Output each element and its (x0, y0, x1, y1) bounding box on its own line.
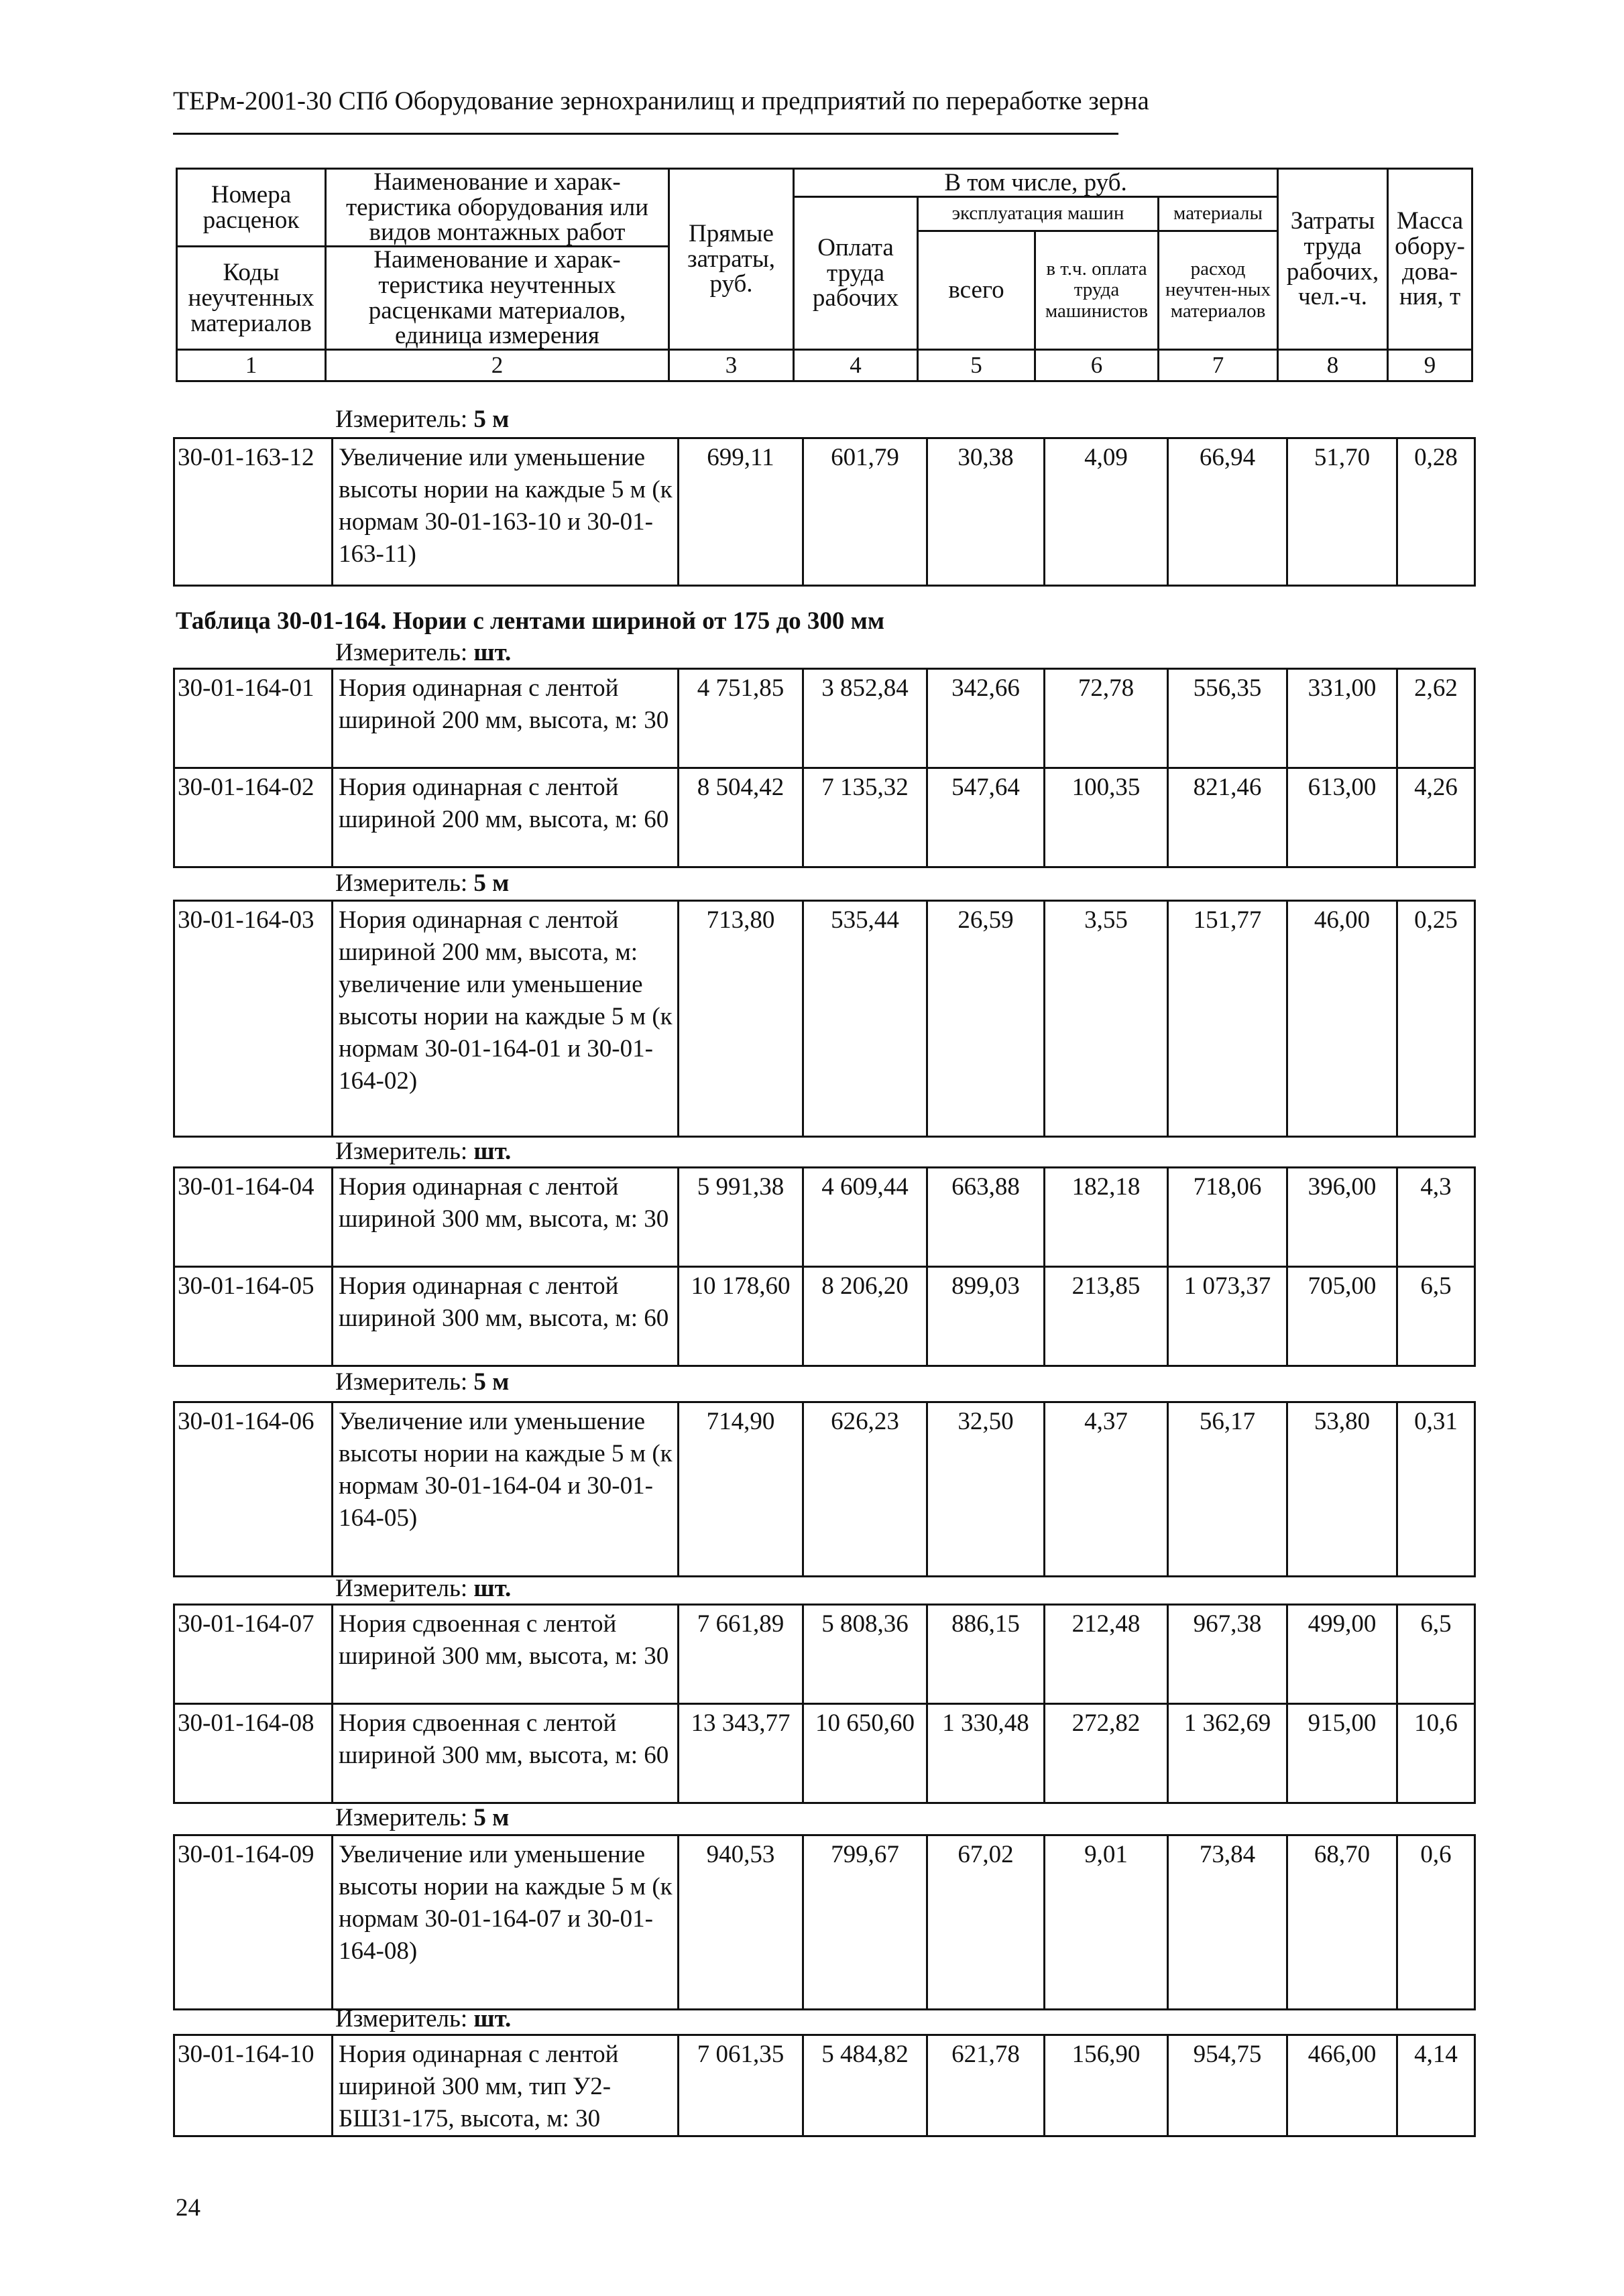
labor-value: 705,00 (1287, 1267, 1397, 1366)
materials-value: 73,84 (1168, 1835, 1287, 2010)
mass-value: 0,28 (1397, 438, 1475, 586)
labor-value: 53,80 (1287, 1402, 1397, 1577)
labor-value: 68,70 (1287, 1835, 1397, 2010)
table-row (174, 1168, 1475, 1267)
labor-value: 46,00 (1287, 901, 1397, 1137)
machinist-wages-value: 156,90 (1045, 2035, 1168, 2136)
column-number: 7 (1159, 350, 1278, 381)
machines-total-value: 26,59 (927, 901, 1045, 1137)
rate-code: 30-01-164-06 (174, 1402, 333, 1577)
machines-total-value: 621,78 (927, 2035, 1045, 2136)
table-row (174, 438, 1475, 586)
column-number: 5 (918, 350, 1035, 381)
direct-costs-value: 13 343,77 (679, 1704, 803, 1803)
rate-code: 30-01-164-08 (174, 1704, 333, 1803)
machines-total-value: 547,64 (927, 768, 1045, 867)
labor-value: 613,00 (1287, 768, 1397, 867)
machines-total-value: 899,03 (927, 1267, 1045, 1366)
machines-total-value: 32,50 (927, 1402, 1045, 1577)
table-row (174, 1402, 1475, 1577)
materials-value: 56,17 (1168, 1402, 1287, 1577)
page-number: 24 (176, 2194, 200, 2222)
header-cell-material-codes: Коды неучтенных материалов (177, 247, 326, 350)
labor-value: 499,00 (1287, 1605, 1397, 1704)
mass-value: 4,3 (1397, 1168, 1475, 1267)
column-number: 6 (1035, 350, 1159, 381)
rate-table-section (173, 668, 1476, 868)
machinist-wages-value: 3,55 (1045, 901, 1168, 1137)
table-row (174, 1267, 1475, 1366)
wages-value: 601,79 (803, 438, 927, 586)
wages-value: 5 808,36 (803, 1605, 927, 1704)
direct-costs-value: 713,80 (679, 901, 803, 1137)
header-cell-wages: Оплата труда рабочих (794, 197, 918, 350)
measure-label: Измеритель: шт. (335, 2005, 512, 2033)
table-row (174, 669, 1475, 768)
rate-table-section (173, 1401, 1476, 1577)
machinist-wages-value: 272,82 (1045, 1704, 1168, 1803)
mass-value: 2,62 (1397, 669, 1475, 768)
wages-value: 3 852,84 (803, 669, 927, 768)
rate-code: 30-01-163-12 (174, 438, 333, 586)
machinist-wages-value: 100,35 (1045, 768, 1168, 867)
machinist-wages-value: 4,09 (1045, 438, 1168, 586)
header-rule (173, 133, 1118, 135)
table-row (174, 1835, 1475, 2010)
direct-costs-value: 10 178,60 (679, 1267, 803, 1366)
rate-table-section (173, 1604, 1476, 1804)
materials-value: 967,38 (1168, 1605, 1287, 1704)
materials-value: 1 073,37 (1168, 1267, 1287, 1366)
mass-value: 6,5 (1397, 1267, 1475, 1366)
wages-value: 535,44 (803, 901, 927, 1137)
column-number: 8 (1278, 350, 1388, 381)
mass-value: 4,26 (1397, 768, 1475, 867)
materials-value: 718,06 (1168, 1168, 1287, 1267)
header-cell-total: всего (918, 231, 1035, 350)
rate-table-section (173, 1166, 1476, 1367)
direct-costs-value: 5 991,38 (679, 1168, 803, 1267)
rate-code: 30-01-164-07 (174, 1605, 333, 1704)
measure-label: Измеритель: 5 м (335, 1804, 510, 1831)
labor-value: 396,00 (1287, 1168, 1397, 1267)
measure-label: Измеритель: 5 м (335, 869, 510, 897)
labor-value: 466,00 (1287, 2035, 1397, 2136)
machinist-wages-value: 9,01 (1045, 1835, 1168, 2010)
header-cell-including: В том числе, руб. (794, 169, 1278, 197)
materials-value: 556,35 (1168, 669, 1287, 768)
measure-label: Измеритель: 5 м (335, 1368, 510, 1396)
table-row (174, 1704, 1475, 1803)
rate-code: 30-01-164-05 (174, 1267, 333, 1366)
header-cell-mass: Масса обору-дова-ния, т (1388, 169, 1472, 350)
header-cell-machinist-wages: в т.ч. оплата труда машинистов (1035, 231, 1159, 350)
measure-label: Измеритель: шт. (335, 1575, 512, 1602)
machines-total-value: 663,88 (927, 1168, 1045, 1267)
wages-value: 4 609,44 (803, 1168, 927, 1267)
header-cell-codes: Номера расценок (177, 169, 326, 247)
materials-value: 954,75 (1168, 2035, 1287, 2136)
machinist-wages-value: 72,78 (1045, 669, 1168, 768)
rate-code: 30-01-164-02 (174, 768, 333, 867)
rate-code: 30-01-164-03 (174, 901, 333, 1137)
materials-value: 151,77 (1168, 901, 1287, 1137)
materials-value: 821,46 (1168, 768, 1287, 867)
machines-total-value: 1 330,48 (927, 1704, 1045, 1803)
machinist-wages-value: 182,18 (1045, 1168, 1168, 1267)
mass-value: 6,5 (1397, 1605, 1475, 1704)
wages-value: 5 484,82 (803, 2035, 927, 2136)
header-cell-name: Наименование и харак-теристика оборудования или видов монтажных работ (326, 169, 669, 247)
wages-value: 626,23 (803, 1402, 927, 1577)
rate-name: Нория одинарная с лентой шириной 200 мм, высота, м: 30 (333, 669, 679, 768)
rate-name: Нория одинарная с лентой шириной 300 мм, высота, м: 30 (333, 1168, 679, 1267)
labor-value: 331,00 (1287, 669, 1397, 768)
column-number: 4 (794, 350, 918, 381)
header-cell-direct-costs: Прямые затраты, руб. (669, 169, 794, 350)
direct-costs-value: 8 504,42 (679, 768, 803, 867)
direct-costs-value: 714,90 (679, 1402, 803, 1577)
machines-total-value: 886,15 (927, 1605, 1045, 1704)
table-row (174, 901, 1475, 1137)
direct-costs-value: 699,11 (679, 438, 803, 586)
column-number: 3 (669, 350, 794, 381)
rate-table-section (173, 437, 1476, 587)
mass-value: 0,6 (1397, 1835, 1475, 2010)
direct-costs-value: 7 061,35 (679, 2035, 803, 2136)
rate-table-section (173, 1834, 1476, 2010)
table-row (174, 2035, 1475, 2136)
column-header-table (176, 168, 1473, 382)
direct-costs-value: 940,53 (679, 1835, 803, 2010)
measure-label: Измеритель: шт. (335, 639, 512, 666)
direct-costs-value: 7 661,89 (679, 1605, 803, 1704)
machines-total-value: 30,38 (927, 438, 1045, 586)
table-row (174, 1605, 1475, 1704)
labor-value: 915,00 (1287, 1704, 1397, 1803)
labor-value: 51,70 (1287, 438, 1397, 586)
table-row (174, 768, 1475, 867)
materials-value: 1 362,69 (1168, 1704, 1287, 1803)
machines-total-value: 67,02 (927, 1835, 1045, 2010)
rate-name: Нория одинарная с лентой шириной 300 мм, тип У2-БШ31-175, высота, м: 30 (333, 2035, 679, 2136)
table-title: Таблица 30-01-164. Нории с лентами шириной от 175 до 300 мм (176, 607, 885, 635)
rate-name: Нория одинарная с лентой шириной 300 мм, высота, м: 60 (333, 1267, 679, 1366)
column-number: 9 (1388, 350, 1472, 381)
rate-code: 30-01-164-09 (174, 1835, 333, 2010)
machinist-wages-value: 212,48 (1045, 1605, 1168, 1704)
rate-table-section (173, 2034, 1476, 2137)
page-header: ТЕРм-2001-30 СПб Оборудование зернохранилищ и предприятий по переработке зерна (173, 86, 1149, 115)
materials-value: 66,94 (1168, 438, 1287, 586)
mass-value: 0,25 (1397, 901, 1475, 1137)
rate-name: Нория сдвоенная с лентой шириной 300 мм, высота, м: 60 (333, 1704, 679, 1803)
machinist-wages-value: 4,37 (1045, 1402, 1168, 1577)
wages-value: 7 135,32 (803, 768, 927, 867)
mass-value: 4,14 (1397, 2035, 1475, 2136)
rate-name: Увеличение или уменьшение высоты нории на каждые 5 м (к нормам 30-01-164-07 и 30-01-164-08) (333, 1835, 679, 2010)
mass-value: 10,6 (1397, 1704, 1475, 1803)
header-cell-unaccounted-materials: расход неучтен-ных материалов (1159, 231, 1278, 350)
rate-name: Увеличение или уменьшение высоты нории на каждые 5 м (к нормам 30-01-163-10 и 30-01-163-11) (333, 438, 679, 586)
rate-name: Увеличение или уменьшение высоты нории на каждые 5 м (к нормам 30-01-164-04 и 30-01-164-05) (333, 1402, 679, 1577)
machines-total-value: 342,66 (927, 669, 1045, 768)
header-cell-materials: материалы (1159, 197, 1278, 231)
column-number: 2 (326, 350, 669, 381)
rate-name: Нория одинарная с лентой шириной 200 мм, высота, м: 60 (333, 768, 679, 867)
rate-code: 30-01-164-04 (174, 1168, 333, 1267)
wages-value: 8 206,20 (803, 1267, 927, 1366)
wages-value: 799,67 (803, 1835, 927, 2010)
machinist-wages-value: 213,85 (1045, 1267, 1168, 1366)
header-cell-machines: эксплуатация машин (918, 197, 1159, 231)
rate-name: Нория сдвоенная с лентой шириной 300 мм, высота, м: 30 (333, 1605, 679, 1704)
rate-table-section (173, 900, 1476, 1138)
rate-code: 30-01-164-10 (174, 2035, 333, 2136)
direct-costs-value: 4 751,85 (679, 669, 803, 768)
rate-code: 30-01-164-01 (174, 669, 333, 768)
mass-value: 0,31 (1397, 1402, 1475, 1577)
rate-name: Нория одинарная с лентой шириной 200 мм, высота, м: увеличение или уменьшение высоты нории на каждые 5 м (к нормам 30-01-164-01 и 30-01-164-02) (333, 901, 679, 1137)
measure-label: Измеритель: шт. (335, 1138, 512, 1165)
measure-label: Измеритель: 5 м (335, 406, 510, 433)
column-number: 1 (177, 350, 326, 381)
wages-value: 10 650,60 (803, 1704, 927, 1803)
header-cell-labor: Затраты труда рабочих, чел.-ч. (1278, 169, 1388, 350)
header-cell-material-names: Наименование и харак-теристика неучтенных расценками материалов, единица измерения (326, 247, 669, 350)
